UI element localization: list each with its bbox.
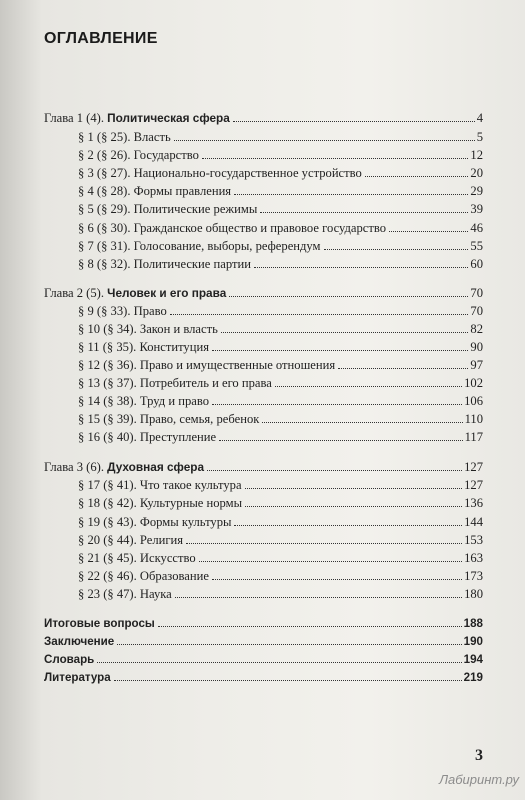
dot-leader [365, 176, 469, 177]
section-entry [78, 148, 483, 163]
section-entry [78, 304, 483, 319]
entry-page-number: 106 [464, 394, 483, 408]
entry-page-number: 190 [463, 635, 483, 648]
appendix-entry [44, 653, 483, 666]
entry-title-text: § 5 (§ 29). Политические режимы [78, 202, 258, 216]
entry-title-text: § 21 (§ 45). Искусство [78, 551, 196, 565]
dot-leader [207, 470, 462, 471]
entry-page-number: 55 [470, 239, 483, 253]
entry-title-text: Глава 3 (6). [44, 460, 108, 474]
dot-leader [275, 386, 462, 387]
dot-leader [175, 597, 462, 598]
chapter-name: Духовная сфера [107, 460, 205, 474]
dot-leader [229, 296, 468, 297]
entry-page-number: 39 [470, 202, 483, 216]
entry-title-text: § 12 (§ 36). Право и имущественные отношения [78, 358, 336, 372]
entry-title-text: Заключение [44, 635, 115, 648]
entry-title [78, 358, 335, 373]
entry-title-text: § 10 (§ 34). Закон и власть [78, 322, 218, 336]
dot-leader [234, 525, 462, 526]
entry-page-number: 163 [464, 551, 483, 565]
entry-page-number: 153 [464, 533, 483, 547]
entry-title [44, 286, 226, 301]
section-entry [78, 130, 483, 145]
entry-page-number: 180 [464, 587, 483, 601]
section-entry [78, 184, 483, 199]
dot-leader [117, 644, 461, 645]
entry-title [78, 533, 183, 548]
entry-title [78, 221, 386, 236]
entry-page-number: 46 [470, 221, 483, 235]
entry-title-text: § 3 (§ 27). Национально-государственное устройство [78, 166, 362, 180]
section-entry [78, 221, 483, 236]
entry-title-text: Глава 2 (5). [44, 286, 108, 300]
dot-leader [260, 212, 468, 213]
entry-title-text: § 22 (§ 46). Образование [78, 569, 209, 583]
section-entry [78, 394, 483, 409]
dot-leader [114, 680, 462, 681]
entry-page-number: 219 [463, 671, 483, 684]
entry-page-number: 4 [476, 111, 483, 125]
dot-leader [221, 332, 469, 333]
entry-title-text: § 8 (§ 32). Политические партии [78, 257, 251, 271]
section-entry [78, 533, 483, 548]
entry-title-text: § 15 (§ 39). Право, семья, ребенок [78, 412, 260, 426]
entry-title [78, 478, 242, 493]
entry-title [78, 304, 167, 319]
entry-title [44, 460, 204, 475]
entry-title [44, 617, 155, 630]
dot-leader [202, 158, 469, 159]
entry-title-text: § 13 (§ 37). Потребитель и его права [78, 376, 272, 390]
dot-leader [219, 440, 462, 441]
section-entry [78, 166, 483, 181]
entry-title [78, 394, 209, 409]
entry-title [78, 166, 362, 181]
entry-title [78, 340, 209, 355]
entry-title-text: § 20 (§ 44). Религия [78, 533, 184, 547]
entry-page-number: 144 [464, 515, 483, 529]
dot-leader [174, 140, 475, 141]
entry-page-number: 127 [464, 478, 483, 492]
section-entry [78, 239, 483, 254]
entry-page-number: 5 [476, 130, 483, 144]
entry-title [78, 515, 231, 530]
chapter-entry [44, 286, 483, 301]
chapter-entry [44, 460, 483, 475]
section-entry [78, 257, 483, 272]
chapter-name: Политическая сфера [107, 111, 230, 125]
entry-page-number: 102 [464, 376, 483, 390]
entry-title [78, 202, 257, 217]
section-entry [78, 202, 483, 217]
dot-leader [199, 561, 462, 562]
dot-leader [170, 314, 469, 315]
dot-leader [233, 121, 475, 122]
appendix-entry [44, 671, 483, 684]
dot-leader [245, 488, 463, 489]
entry-title [44, 653, 94, 666]
entry-page-number: 127 [464, 460, 483, 474]
entry-title [78, 257, 251, 272]
dot-leader [245, 506, 462, 507]
entry-title [78, 412, 259, 427]
watermark: Лабиринт.ру [439, 772, 519, 787]
dot-leader [338, 368, 468, 369]
entry-title-text: § 14 (§ 38). Труд и право [78, 394, 209, 408]
entry-page-number: 29 [470, 184, 483, 198]
entry-title-text: Словарь [44, 653, 95, 666]
entry-page-number: 70 [470, 304, 483, 318]
entry-title-text: § 4 (§ 28). Формы правления [78, 184, 232, 198]
dot-leader [254, 267, 468, 268]
dot-leader [186, 543, 462, 544]
dot-leader [212, 579, 462, 580]
entry-title-text: § 17 (§ 41). Что такое культура [78, 478, 242, 492]
appendix-entry [44, 617, 483, 630]
entry-title-text: § 23 (§ 47). Наука [78, 587, 172, 601]
entry-title-text: § 9 (§ 33). Право [78, 304, 167, 318]
section-entry [78, 358, 483, 373]
entry-title [78, 148, 199, 163]
entry-title-text: § 2 (§ 26). Государство [78, 148, 199, 162]
section-entry [78, 430, 483, 445]
entry-page-number: 194 [463, 653, 483, 666]
page-title: ОГЛАВЛЕНИЕ [44, 30, 158, 47]
entry-title [78, 569, 209, 584]
dot-leader [158, 626, 462, 627]
entry-title [78, 130, 171, 145]
entry-page-number: 173 [464, 569, 483, 583]
chapter-name: Человек и его права [107, 286, 227, 300]
section-entry [78, 515, 483, 530]
section-entry [78, 569, 483, 584]
section-entry [78, 551, 483, 566]
page-number: 3 [475, 747, 483, 764]
entry-page-number: 97 [470, 358, 483, 372]
entry-title-text: § 11 (§ 35). Конституция [78, 340, 209, 354]
entry-title-text: Глава 1 (4). [44, 111, 108, 125]
entry-page-number: 110 [464, 412, 483, 426]
dot-leader [97, 662, 461, 663]
entry-page-number: 90 [470, 340, 483, 354]
entry-title [44, 671, 111, 684]
entry-title [78, 587, 172, 602]
entry-title [78, 184, 231, 199]
chapter-entry [44, 111, 483, 126]
entry-title-text: § 7 (§ 31). Голосование, выборы, референдум [78, 239, 321, 253]
entry-title [44, 111, 230, 126]
entry-page-number: 12 [470, 148, 483, 162]
dot-leader [324, 249, 469, 250]
entry-title-text: § 16 (§ 40). Преступление [78, 430, 217, 444]
entry-title-text: Итоговые вопросы [44, 617, 155, 630]
entry-title [78, 239, 321, 254]
entry-title [78, 430, 216, 445]
entry-page-number: 136 [464, 496, 483, 510]
entry-page-number: 188 [463, 617, 483, 630]
entry-page-number: 70 [470, 286, 483, 300]
entry-title-text: § 18 (§ 42). Культурные нормы [78, 496, 243, 510]
entry-title [78, 496, 242, 511]
entry-title-text: § 6 (§ 30). Гражданское общество и правовое государство [78, 221, 387, 235]
entry-title-text: § 19 (§ 43). Формы культуры [78, 515, 232, 529]
dot-leader [234, 194, 468, 195]
section-entry [78, 322, 483, 337]
entry-page-number: 82 [470, 322, 483, 336]
entry-page-number: 60 [470, 257, 483, 271]
section-entry [78, 587, 483, 602]
entry-title-text: Литература [44, 671, 111, 684]
entry-title [78, 322, 218, 337]
section-entry [78, 478, 483, 493]
section-entry [78, 340, 483, 355]
entry-page-number: 117 [464, 430, 483, 444]
entry-page-number: 20 [470, 166, 483, 180]
entry-title [78, 551, 196, 566]
section-entry [78, 376, 483, 391]
entry-title [78, 376, 272, 391]
dot-leader [212, 404, 462, 405]
section-entry [78, 496, 483, 511]
entry-title-text: § 1 (§ 25). Власть [78, 130, 171, 144]
dot-leader [262, 422, 462, 423]
dot-leader [212, 350, 468, 351]
appendix-entry [44, 635, 483, 648]
dot-leader [389, 231, 468, 232]
entry-title [44, 635, 114, 648]
section-entry [78, 412, 483, 427]
